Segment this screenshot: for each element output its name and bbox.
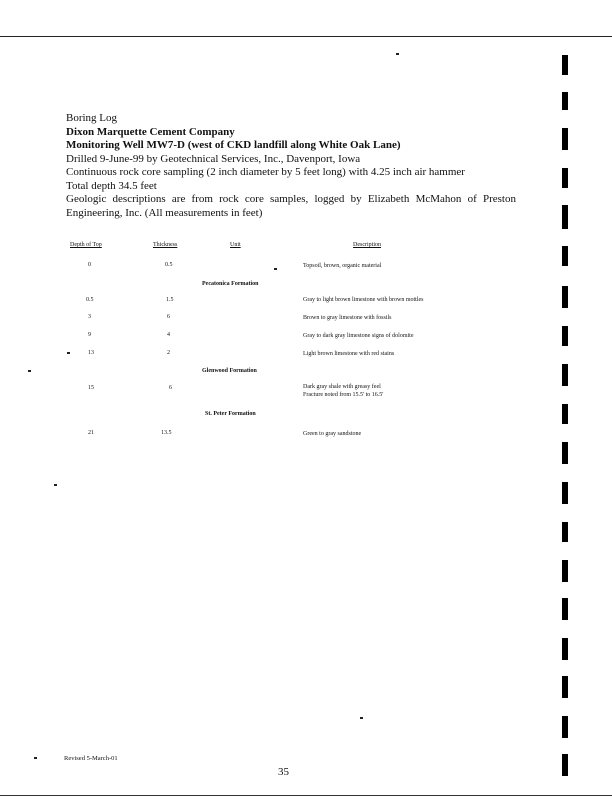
drilled-info: Drilled 9-June-99 by Geotechnical Services, Inc., Davenport, Iowa [66, 152, 361, 165]
scan-mark [562, 560, 568, 582]
column-header-description: Description [353, 242, 381, 248]
row-thickness: 2 [167, 350, 170, 356]
scan-speck [28, 370, 31, 372]
row-description: Gray to light brown limestone with brown mottles [303, 297, 424, 303]
row-thickness: 6 [167, 314, 170, 320]
scan-mark [562, 716, 568, 738]
row-depth: 3 [88, 314, 91, 320]
row-description-note: Fracture noted from 15.5' to 16.5' [303, 392, 384, 398]
scan-mark [562, 128, 568, 150]
scan-mark [562, 246, 568, 266]
row-thickness: 13.5 [161, 430, 172, 436]
formation-heading: St. Peter Formation [205, 411, 256, 417]
company-name: Dixon Marquette Cement Company [66, 125, 235, 138]
row-thickness: 0.5 [165, 262, 173, 268]
scan-speck [274, 268, 277, 270]
scan-mark [562, 676, 568, 698]
scan-mark [562, 442, 568, 464]
scan-speck [67, 352, 70, 354]
sampling-info: Continuous rock core sampling (2 inch diameter by 5 feet long) with 4.25 inch air hammer [66, 166, 465, 178]
scan-mark [562, 598, 568, 620]
row-description: Dark gray shale with greasy feel [303, 384, 381, 390]
scan-mark [562, 326, 568, 346]
doc-title: Boring Log [66, 112, 118, 124]
column-header-unit: Unit [230, 242, 241, 248]
row-description: Brown to gray limestone with fossils [303, 315, 392, 321]
row-depth: 13 [88, 350, 94, 356]
row-thickness: 4 [167, 332, 170, 338]
scan-mark [562, 55, 568, 75]
formation-heading: Pecatonica Formation [202, 281, 259, 287]
scan-mark [562, 205, 568, 229]
row-description: Topsoil, brown, organic material [303, 263, 382, 269]
scan-border-bottom [0, 795, 612, 796]
row-description: Light brown limestone with red stains [303, 351, 395, 357]
row-thickness: 6 [169, 385, 172, 391]
scan-mark [562, 754, 568, 776]
scan-mark [562, 92, 568, 110]
scan-mark [562, 638, 568, 660]
scan-speck [360, 717, 363, 719]
page-number: 35 [278, 766, 289, 778]
scan-speck [396, 53, 399, 55]
row-depth: 0.5 [86, 297, 94, 303]
scan-mark [562, 168, 568, 188]
column-header-thickness: Thickness [153, 242, 178, 248]
scan-speck [54, 484, 57, 486]
formation-heading: Glenwood Formation [202, 368, 257, 374]
scan-mark [562, 482, 568, 504]
scan-mark [562, 364, 568, 386]
row-description: Gray to dark gray limestone signs of dolomite [303, 333, 414, 339]
row-description: Green to gray sandstone [303, 431, 362, 437]
column-header-depth: Depth of Top [70, 242, 102, 248]
document-header [66, 112, 516, 220]
row-thickness: 1.5 [166, 297, 174, 303]
scan-mark [562, 522, 568, 542]
total-depth: Total depth 34.5 feet [66, 179, 157, 192]
row-depth: 9 [88, 332, 91, 338]
well-name: Monitoring Well MW7-D (west of CKD landfill along White Oak Lane) [66, 139, 401, 151]
row-depth: 0 [88, 262, 91, 268]
geologic-notes: Geologic descriptions are from rock core samples, logged by Elizabeth McMahon of Preston Engineering, Inc. (All measurements in feet) [66, 193, 516, 219]
scan-mark [562, 404, 568, 424]
row-depth: 15 [88, 385, 94, 391]
scan-edge-marks [562, 0, 572, 800]
scan-mark [562, 286, 568, 308]
row-depth: 21 [88, 430, 94, 436]
scan-border-top [0, 36, 612, 37]
scan-speck [34, 757, 37, 759]
revision-date: Revised 5-March-01 [64, 755, 118, 762]
